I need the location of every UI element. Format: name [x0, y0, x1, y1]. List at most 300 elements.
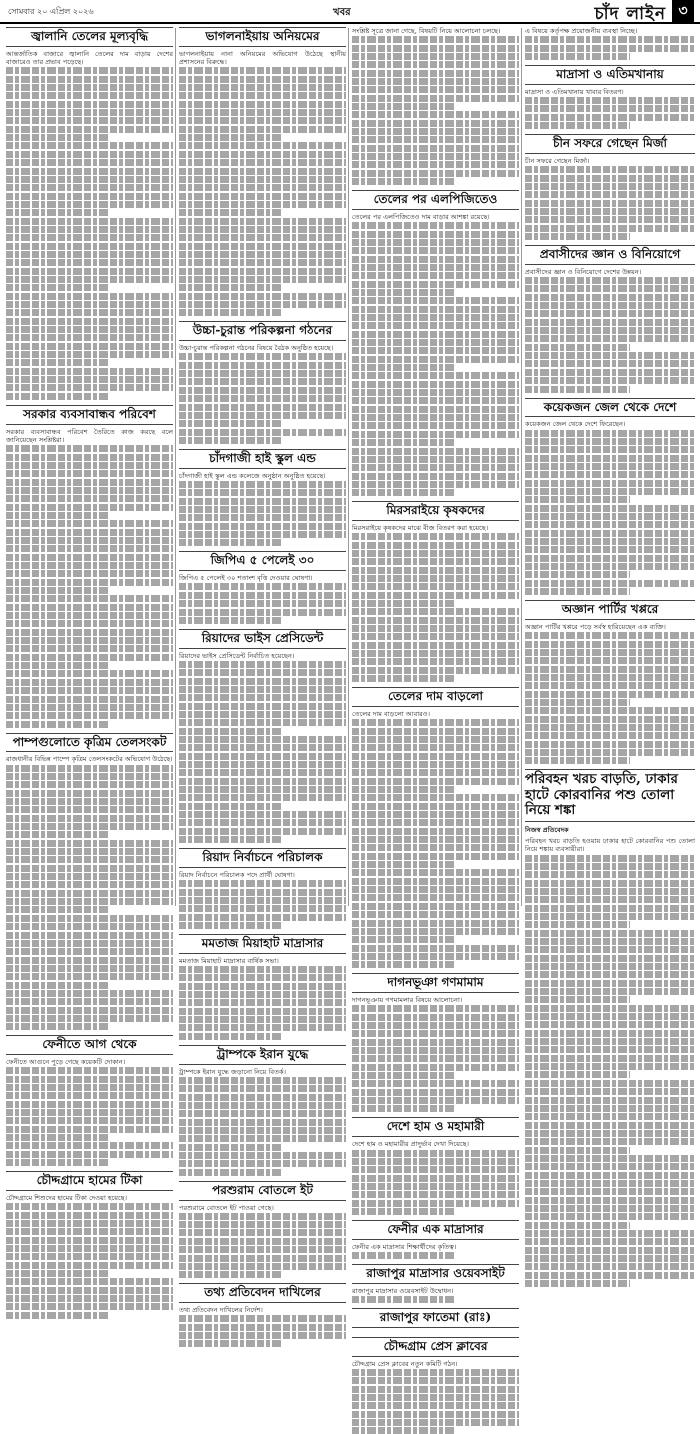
text-line [525, 183, 695, 190]
text-line [525, 97, 695, 104]
text-line [6, 848, 173, 855]
text-line [6, 243, 173, 250]
text-line [179, 378, 346, 385]
article-body: কয়েকজন জেল থেকে দেশে ফিরেছেন। [525, 420, 626, 429]
text-line [352, 1175, 519, 1182]
text-line [6, 218, 173, 225]
text-line [525, 682, 695, 689]
article-body: মমতাজ মিয়াহাট মাদ্রাসার বার্ষিক সভা। [179, 956, 279, 965]
text-line [525, 352, 695, 359]
text-line [179, 126, 346, 133]
article-headline: ফেনীতে আগ থেকে [6, 1035, 173, 1055]
article-body: চীন সফরে গেছেন মির্জা। [525, 156, 590, 165]
text-line [525, 971, 695, 978]
text-line [352, 1191, 519, 1198]
text-line [179, 109, 346, 116]
article-body: ট্রাম্পকে ইরান যুদ্ধে জড়ানো নিয়ে বিতর্ক। [179, 1067, 287, 1076]
text-line [6, 301, 173, 308]
text-line [179, 226, 346, 233]
text-line [525, 1213, 695, 1220]
article-headline: পরিবহন খরচ বাড়তি, ঢাকার হাটে কোরবানির পশু তোলা নিয়ে শঙ্কা [525, 769, 695, 822]
text-line [352, 903, 519, 910]
article-headline: অজ্ঞান পার্টির খপ্পরে [525, 600, 695, 620]
text-line [6, 965, 173, 972]
text-line [6, 562, 173, 569]
text-line [6, 1076, 173, 1083]
text-line [6, 109, 173, 116]
text-line [352, 381, 519, 388]
text-line [352, 128, 519, 135]
text-line [352, 719, 519, 726]
article-headline: রিয়াদের ভাইস প্রেসিডেন্ট [179, 629, 346, 649]
article-text-block [179, 352, 346, 443]
text-line [352, 1200, 519, 1207]
text-line [525, 1255, 695, 1262]
text-line [352, 170, 519, 177]
text-line [6, 957, 173, 964]
text-line [525, 175, 695, 182]
text-line [6, 259, 173, 266]
text-line [6, 898, 173, 905]
text-line [6, 376, 173, 383]
text-line [179, 1135, 346, 1142]
text-line [179, 1315, 346, 1322]
text-line [179, 168, 346, 175]
text-line [525, 377, 695, 384]
text-line [179, 728, 283, 735]
text-line [352, 836, 519, 843]
text-line [179, 1119, 346, 1126]
text-line [179, 803, 283, 810]
text-line [179, 506, 346, 513]
text-line [179, 889, 346, 896]
article-text-block [179, 879, 346, 929]
text-line [525, 1055, 695, 1062]
text-line [179, 268, 346, 275]
text-line [179, 159, 346, 166]
text-line [352, 1039, 519, 1046]
text-line [6, 545, 173, 552]
text-line [179, 134, 283, 141]
article-text-block [352, 718, 519, 968]
text-line [352, 489, 456, 496]
text-line [525, 360, 695, 367]
text-line [525, 1130, 695, 1137]
text-line [6, 906, 110, 913]
text-line [352, 103, 456, 110]
text-line [179, 836, 283, 843]
article-headline: পরশুরাম বোতলে ইট [179, 1181, 346, 1201]
text-line [352, 878, 519, 885]
text-line [179, 753, 346, 760]
text-line [179, 1255, 346, 1262]
news-article [525, 398, 695, 596]
text-line [525, 319, 695, 326]
article-body: পরিবহন খরচ বাড়তি হওয়ায় ঢাকার হাটে কোরবানির পশু তোলা নিয়ে শঙ্কায় ব্যবসায়ীরা। [525, 836, 695, 854]
text-line [352, 347, 519, 354]
text-line [179, 778, 346, 785]
text-line [525, 888, 695, 895]
text-line [6, 1287, 173, 1294]
text-line [525, 105, 695, 112]
text-line [6, 1015, 173, 1022]
article-body: ফেনীর এক মাদ্রাসার শিক্ষার্থীদের কৃতিত্ব। [352, 1242, 457, 1251]
column-3 [352, 27, 519, 1368]
article-text-block [525, 165, 695, 240]
text-line [179, 201, 346, 208]
news-article [179, 321, 346, 444]
text-line [179, 1016, 346, 1023]
text-line [6, 1151, 173, 1158]
text-line [179, 1221, 346, 1228]
article-text-block [352, 1295, 519, 1303]
text-line [352, 778, 519, 785]
text-line [525, 716, 695, 723]
article-body: ভাগলনাইয়ায় নানা অনিয়মের অভিযোগ উঠেছে স্থানীয় প্রশাসনের বিরুদ্ধে। [179, 49, 346, 67]
text-line [179, 819, 346, 826]
article-text-block [179, 582, 346, 623]
text-line [525, 208, 695, 215]
text-line [179, 1077, 346, 1084]
text-line [525, 913, 695, 920]
text-line [352, 339, 519, 346]
text-line [179, 412, 346, 419]
text-line [525, 649, 695, 656]
text-line [352, 272, 519, 279]
text-line [179, 736, 346, 743]
text-line [352, 1427, 456, 1434]
text-line [525, 563, 695, 570]
text-line [352, 744, 519, 751]
text-line [6, 1134, 110, 1141]
text-line [179, 387, 346, 394]
text-line [525, 732, 695, 739]
text-line [6, 890, 173, 897]
text-line [352, 86, 519, 93]
text-line [352, 667, 519, 674]
text-line [525, 233, 630, 240]
news-article [179, 551, 346, 623]
text-line [525, 1180, 695, 1187]
text-line [179, 1152, 346, 1159]
text-line [179, 420, 283, 427]
text-line [525, 641, 695, 648]
text-line [352, 819, 519, 826]
text-line [6, 1270, 110, 1277]
text-line [352, 608, 519, 615]
text-line [352, 1183, 519, 1190]
article-text-block [6, 764, 173, 1031]
text-line [6, 293, 173, 300]
text-line [179, 498, 346, 505]
text-line [352, 70, 519, 77]
text-line [6, 454, 173, 461]
article-text-block [352, 1251, 519, 1259]
text-line [6, 142, 173, 149]
text-line [6, 998, 173, 1005]
text-line [525, 946, 695, 953]
page-number: ৩ [672, 0, 694, 22]
article-text-block [525, 429, 695, 596]
text-line [179, 395, 346, 402]
text-line [525, 430, 695, 437]
text-line [179, 539, 283, 546]
text-line [525, 1063, 695, 1070]
text-line [525, 344, 630, 351]
text-line [179, 1271, 283, 1278]
text-line [352, 542, 519, 549]
article-headline: চীন সফরে গেছেন মির্জা [525, 134, 695, 154]
text-line [179, 609, 346, 616]
text-line [6, 495, 173, 502]
news-article [179, 629, 346, 843]
text-line [6, 990, 173, 997]
text-line [6, 117, 173, 124]
text-line [179, 259, 346, 266]
article-text-block [179, 1314, 346, 1347]
article-text-block [525, 35, 695, 60]
text-line [6, 1109, 173, 1116]
text-line [6, 1237, 173, 1244]
text-line [179, 828, 346, 835]
text-line [179, 905, 346, 912]
text-line [352, 406, 519, 413]
text-line [6, 554, 173, 561]
text-line [352, 473, 519, 480]
text-line [179, 301, 346, 308]
text-line [352, 1369, 519, 1376]
text-line [6, 873, 173, 880]
text-line [6, 251, 173, 258]
article-body: রাজধানীর বিভিন্ন পাম্পে কৃত্রিম তেলসংকটের অভিযোগ উঠেছে। [6, 755, 173, 764]
text-line [525, 674, 695, 681]
text-line [6, 92, 173, 99]
text-line [525, 446, 695, 453]
text-line [6, 176, 173, 183]
text-line [179, 983, 346, 990]
article-headline: চৌদ্দগ্রাম প্রেস ক্লাবের [352, 1337, 519, 1357]
article-text-block [6, 1202, 173, 1318]
article-byline: নিজস্ব প্রতিবেদক [525, 825, 569, 834]
text-line [352, 1419, 519, 1426]
text-line [179, 67, 346, 74]
text-line [352, 397, 519, 404]
news-article [352, 27, 519, 185]
text-line [352, 844, 519, 851]
text-line [179, 243, 346, 250]
text-line [6, 1159, 110, 1166]
article-headline: দেশে হাম ও মহামারী [352, 1117, 519, 1137]
text-line [179, 1246, 346, 1253]
text-line [179, 276, 346, 283]
article-text-block [179, 965, 346, 1040]
text-line [352, 1166, 519, 1173]
text-line [352, 45, 519, 52]
text-line [6, 193, 173, 200]
news-article [6, 1171, 173, 1319]
text-line [179, 1127, 346, 1134]
text-line [525, 386, 630, 393]
text-line [525, 1263, 695, 1270]
article-text-block [6, 66, 173, 399]
text-line [179, 514, 346, 521]
text-line [6, 856, 173, 863]
column-rule [175, 28, 176, 906]
article-body: সংশ্লিষ্ট সূত্রে জানা গেছে, বিষয়টি নিয়ে আলোচনা চলছে। [352, 27, 501, 35]
text-line [525, 294, 695, 301]
text-line [6, 309, 173, 316]
text-line [179, 974, 346, 981]
news-article [179, 1283, 346, 1347]
text-line [352, 264, 519, 271]
text-line [179, 1144, 283, 1151]
text-line [525, 905, 695, 912]
text-line [525, 1230, 695, 1237]
text-line [525, 930, 695, 937]
text-line [6, 276, 173, 283]
text-line [525, 53, 630, 60]
text-line [525, 749, 695, 756]
text-line [525, 1222, 630, 1229]
text-line [525, 580, 695, 587]
text-line [179, 251, 346, 258]
text-line [6, 101, 173, 108]
article-text-block [525, 276, 695, 392]
text-line [352, 853, 519, 860]
text-line [525, 691, 695, 698]
text-line [525, 1238, 695, 1245]
text-line [179, 1160, 346, 1167]
text-line [6, 815, 173, 822]
text-line [352, 803, 519, 810]
article-body: মাদ্রাসা ও এতিমখানায় খাবার বিতরণ। [525, 87, 624, 96]
text-line [352, 1252, 456, 1259]
text-line [6, 462, 173, 469]
article-body: তেলের পর এলপিজিতেও দাম বাড়ার আশঙ্কা রয়েছে। [352, 212, 490, 221]
text-line [525, 699, 630, 706]
text-line [6, 512, 110, 519]
text-line [6, 645, 173, 652]
text-line [6, 570, 173, 577]
text-line [179, 744, 346, 751]
text-line [6, 1101, 173, 1108]
text-line [352, 247, 519, 254]
article-body: ফেনীতে আগুনে পুড়ে গেছে কয়েকটি দোকান। [6, 1058, 126, 1067]
text-line [179, 184, 346, 191]
text-line [525, 546, 695, 553]
text-line [6, 721, 110, 728]
text-line [352, 794, 519, 801]
text-line [525, 1021, 695, 1028]
text-line [525, 1188, 695, 1195]
text-line [352, 422, 519, 429]
text-line [352, 761, 519, 768]
text-line [179, 142, 346, 149]
text-line [352, 1072, 456, 1079]
text-line [525, 855, 695, 862]
text-line [6, 209, 110, 216]
text-line [179, 353, 346, 360]
article-body: দাগনভূঞায় গণমামলার বিষয়ে আলোচনা। [352, 996, 463, 1005]
text-line [6, 1203, 173, 1210]
text-line [352, 811, 519, 818]
news-article [6, 1035, 173, 1166]
text-line [525, 530, 695, 537]
text-line [525, 707, 695, 714]
text-line [6, 1084, 173, 1091]
article-body: অজ্ঞান পার্টির খপ্পরে পড়ে সর্বস্ব হারিয়েছেন এক ব্যক্তি। [525, 622, 666, 631]
text-line [352, 869, 519, 876]
article-body: মিরসরাইয়ে কৃষকদের মাঝে বীজ বিতরণ করা হয়েছে। [352, 524, 489, 533]
text-line [6, 687, 173, 694]
article-headline: তেলের দাম বাড়লো [352, 687, 519, 707]
text-line [352, 642, 519, 649]
article-text-block [352, 221, 519, 496]
text-line [179, 84, 346, 91]
text-line [525, 588, 630, 595]
text-line [525, 896, 695, 903]
text-line [352, 481, 519, 488]
text-line [352, 769, 519, 776]
text-line [352, 1296, 456, 1303]
text-line [525, 880, 695, 887]
text-line [352, 1089, 519, 1096]
article-text-block [6, 444, 173, 727]
text-line [525, 657, 695, 664]
text-line [525, 1105, 695, 1112]
news-article [525, 65, 695, 129]
text-line [179, 592, 346, 599]
text-line [352, 331, 519, 338]
text-line [179, 686, 346, 693]
text-line [525, 277, 695, 284]
text-line [6, 915, 173, 922]
text-line [6, 612, 173, 619]
text-line [352, 1208, 456, 1215]
text-line [525, 1046, 695, 1053]
text-line [352, 1411, 519, 1418]
text-line [525, 1147, 630, 1154]
text-line [525, 36, 695, 43]
text-line [352, 36, 519, 43]
text-line [6, 1117, 173, 1124]
article-headline: কয়েকজন জেল থেকে দেশে [525, 398, 695, 418]
article-headline: জ্বালানি তেলের মূল্যবৃদ্ধি [6, 27, 173, 47]
text-line [352, 239, 519, 246]
text-line [179, 600, 346, 607]
text-line [525, 1013, 695, 1020]
text-line [352, 222, 519, 229]
text-line [6, 76, 173, 83]
text-line [352, 1047, 519, 1054]
text-line [352, 153, 519, 160]
news-article [352, 687, 519, 968]
text-line [179, 489, 346, 496]
text-line [525, 963, 695, 970]
text-line [525, 505, 695, 512]
article-headline: উচ্চা-চুরান্ত পরিকল্পনা গঠনের [179, 321, 346, 341]
news-article [179, 848, 346, 929]
issue-date: সোমবার ২০ এপ্রিল ২০২৬ [8, 7, 94, 16]
text-line [525, 632, 695, 639]
text-line [179, 1110, 346, 1117]
text-line [6, 368, 173, 375]
text-line [352, 136, 519, 143]
text-line [179, 991, 346, 998]
text-line [179, 151, 346, 158]
column-rule [348, 28, 349, 906]
news-article [525, 134, 695, 240]
